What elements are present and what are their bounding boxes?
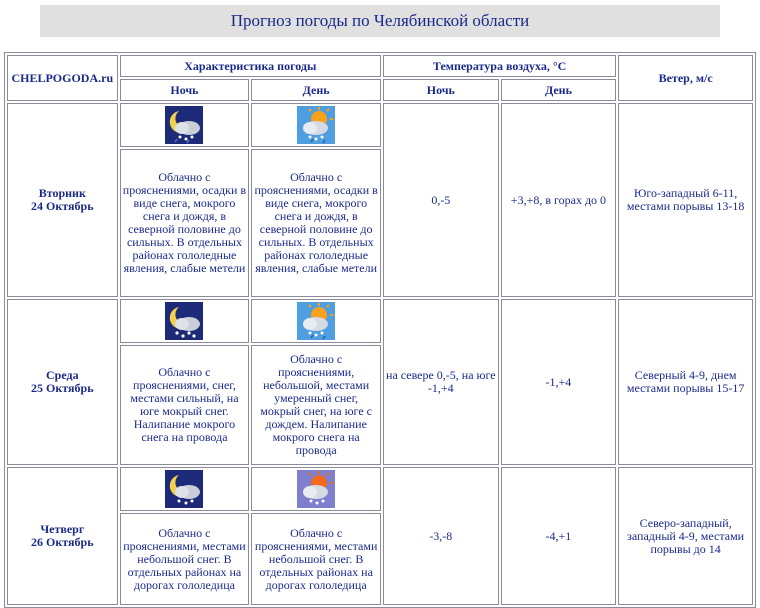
temp-night-value: 0,-5 [383, 103, 499, 297]
weather-day-header: День [251, 79, 381, 101]
temp-group-header: Температура воздуха, °С [383, 55, 616, 77]
temp-day-header: День [501, 79, 617, 101]
temp-day-value: +3,+8, в горах до 0 [501, 103, 617, 297]
day-cloud-snow-icon [297, 470, 335, 508]
forecast-table [4, 52, 756, 608]
day-icon-cell [251, 103, 381, 147]
weather-night-header: Ночь [120, 79, 250, 101]
page-title: Прогноз погоды по Челябинской области [40, 5, 720, 37]
night-cloud-snow-icon [165, 302, 203, 340]
table-row [7, 467, 753, 511]
day-icon-cell [251, 299, 381, 343]
temp-day-value: -1,+4 [501, 299, 617, 465]
day-cloud-snow-icon [297, 106, 335, 144]
day-description: Облачно с прояснениями, осадки в виде снега, мокрого снега и дождя, в северной половине до сильных. В отдельных районах гололедные явления, слабые метели [251, 149, 381, 297]
night-icon-cell [120, 103, 250, 147]
wind-header: Ветер, м/с [618, 55, 753, 101]
date: 26 Октябрь [31, 535, 94, 549]
wind-value: Юго-западный 6-11, местами порывы 13-18 [618, 103, 753, 297]
temp-night-header: Ночь [383, 79, 499, 101]
weekday: Вторник [38, 186, 86, 200]
temp-night-value: -3,-8 [383, 467, 499, 605]
night-icon-cell [120, 467, 250, 511]
day-description: Облачно с прояснениями, небольшой, местами умеренный снег, мокрый снег, на юге с дождем. Налипание мокрого снега на провода [251, 345, 381, 465]
wind-value: Северо-западный, западный 4-9, местами порывы до 14 [618, 467, 753, 605]
weather-group-header: Характеристика погоды [120, 55, 381, 77]
day-cloud-snow-icon [297, 302, 335, 340]
night-description: Облачно с прояснениями, снег, местами сильный, на юге мокрый снег. Налипание мокрого снега на провода [120, 345, 250, 465]
table-row [7, 103, 753, 147]
weekday: Четверг [40, 522, 85, 536]
day-cell [7, 299, 118, 465]
day-cell [7, 103, 118, 297]
day-cell [7, 467, 118, 605]
weekday: Среда [46, 368, 79, 382]
date: 24 Октябрь [31, 199, 94, 213]
brand-label: CHELPOGODA.ru [7, 55, 118, 101]
date: 25 Октябрь [31, 381, 94, 395]
day-description: Облачно с прояснениями, местами небольшой снег. В отдельных районах на дорогах гололедица [251, 513, 381, 605]
night-cloud-snow-icon [165, 106, 203, 144]
night-cloud-snow-icon [165, 470, 203, 508]
night-description: Облачно с прояснениями, осадки в виде снега, мокрого снега и дождя, в северной половине до сильных. В отдельных районах гололедные явления, слабые метели [120, 149, 250, 297]
night-icon-cell [120, 299, 250, 343]
table-row [7, 299, 753, 343]
night-description: Облачно с прояснениями, местами небольшой снег. В отдельных районах на дорогах гололедица [120, 513, 250, 605]
wind-value: Северный 4-9, днем местами порывы 15-17 [618, 299, 753, 465]
temp-night-value: на севере 0,-5, на юге -1,+4 [383, 299, 499, 465]
day-icon-cell [251, 467, 381, 511]
temp-day-value: -4,+1 [501, 467, 617, 605]
